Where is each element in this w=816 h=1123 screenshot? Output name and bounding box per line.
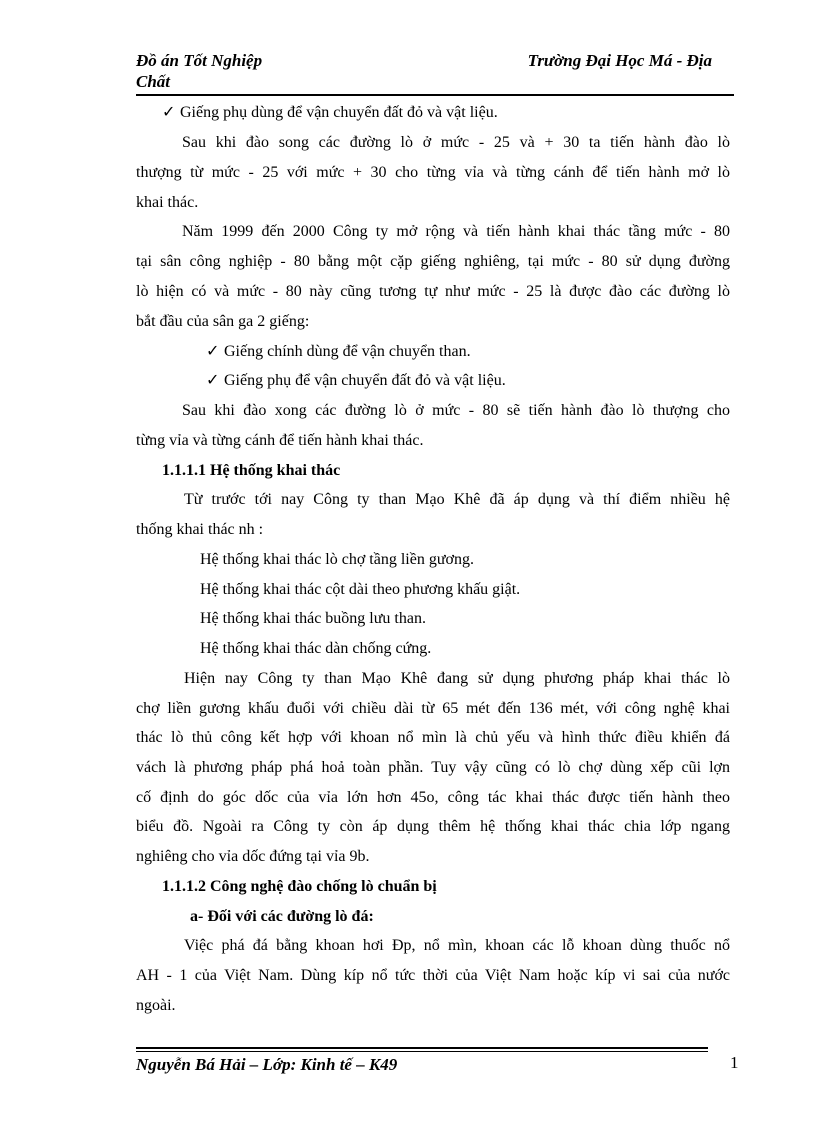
check-icon: ✓ [206,343,220,360]
paragraph-line: biểu đồ. Ngoài ra Công ty còn áp dụng thêm hệ thống khai thác chia lớp ngang [136,818,730,835]
paragraph-line: Hiện nay Công ty than Mạo Khê đang sử dụng phương pháp khai thác lò [184,670,730,687]
paragraph-line: thống khai thác nh : [136,521,264,538]
paragraph-line: AH - 1 của Việt Nam. Dùng kíp nổ tức thời của Việt Nam hoặc kíp vi sai của nước [136,967,730,984]
header-left-line2: Chất [136,72,171,91]
paragraph-line: Năm 1999 đến 2000 Công ty mở rộng và tiến hành khai thác tầng mức - 80 [182,223,730,240]
paragraph-line: tại sân công nghiệp - 80 bằng một cặp giếng nghiêng, tại mức - 80 sử dụng đường [136,253,730,270]
bullet-line: ✓ Giếng phụ dùng để vận chuyển đất đỏ và vật liệu. [162,102,498,124]
check-icon: ✓ [206,372,220,389]
list-item: Hệ thống khai thác dàn chống cứng. [200,640,432,657]
footer-rule [136,1047,708,1049]
header-left-line1: Đồ án Tốt Nghiệp [136,51,263,70]
list-item: Hệ thống khai thác buồng lưu than. [200,610,426,627]
paragraph-line: thác lò thủ công kết hợp với khoan nổ mìn là chủ yếu và hình thức điều khiển đá [136,729,730,746]
paragraph-line: thượng từ mức - 25 với mức + 30 cho từng vỉa và từng cánh để tiến hành mở lò [136,164,730,181]
paragraph-line: từng vỉa và từng cánh để tiến hành khai thác. [136,432,424,449]
header-left [136,50,336,92]
paragraph-line: chợ liền gương khấu đuổi với chiều dài từ 65 mét đến 136 mét, với công nghệ khai [136,700,730,717]
paragraph-line: nghiêng cho vỉa dốc đứng tại vỉa 9b. [136,848,370,865]
list-item: Hệ thống khai thác cột dài theo phương khấu giật. [200,581,521,598]
paragraph-line: Việc phá đá bằng khoan hơi Đp, nổ mìn, khoan các lỗ khoan dùng thuốc nổ [184,937,730,954]
bullet-line: ✓ Giếng phụ để vận chuyển đất đỏ và vật liệu. [206,370,506,392]
footer-rule-thin [136,1051,708,1052]
section-heading: 1.1.1.2 Công nghệ đào chống lò chuẩn bị [162,878,437,895]
page-number: 1 [730,1053,739,1072]
subsection-heading: a- Đối với các đường lò đá: [190,908,374,925]
paragraph-line: bắt đầu của sân ga 2 giếng: [136,313,310,330]
paragraph-line: khai thác. [136,194,199,211]
paragraph-line: Sau khi đào xong các đường lò ở mức - 80 sẽ tiến hành đào lò thượng cho [182,402,730,419]
section-heading: 1.1.1.1 Hệ thống khai thác [162,462,341,479]
page-header [136,50,734,94]
paragraph-line: ngoài. [136,997,176,1014]
header-right: Trường Đại Học Má - Địa [527,51,712,70]
footer-author: Nguyễn Bá Hải – Lớp: Kinh tế – K49 [136,1055,398,1074]
check-icon: ✓ [162,104,176,121]
paragraph-line: Từ trước tới nay Công ty than Mạo Khê đã áp dụng và thí điểm nhiều hệ [184,491,730,508]
paragraph-line: lò hiện có và mức - 80 này cũng tương tự như mức - 25 là được đào các đường lò [136,283,730,300]
paragraph-line: cố định do góc dốc của vỉa lớn hơn 45o, công tác khai thác được tiến hành theo [136,789,730,806]
bullet-line: ✓ Giếng chính dùng để vận chuyển than. [206,341,471,363]
paragraph-line: Sau khi đào song các đường lò ở mức - 25 và + 30 ta tiến hành đào lò [182,134,730,151]
list-item: Hệ thống khai thác lò chợ tầng liền gương. [200,551,474,568]
paragraph-line: vách là phương pháp phá hoả toàn phần. Tuy vậy cũng có lò chợ dùng xếp cũi lợn [136,759,730,776]
header-rule [136,94,734,96]
